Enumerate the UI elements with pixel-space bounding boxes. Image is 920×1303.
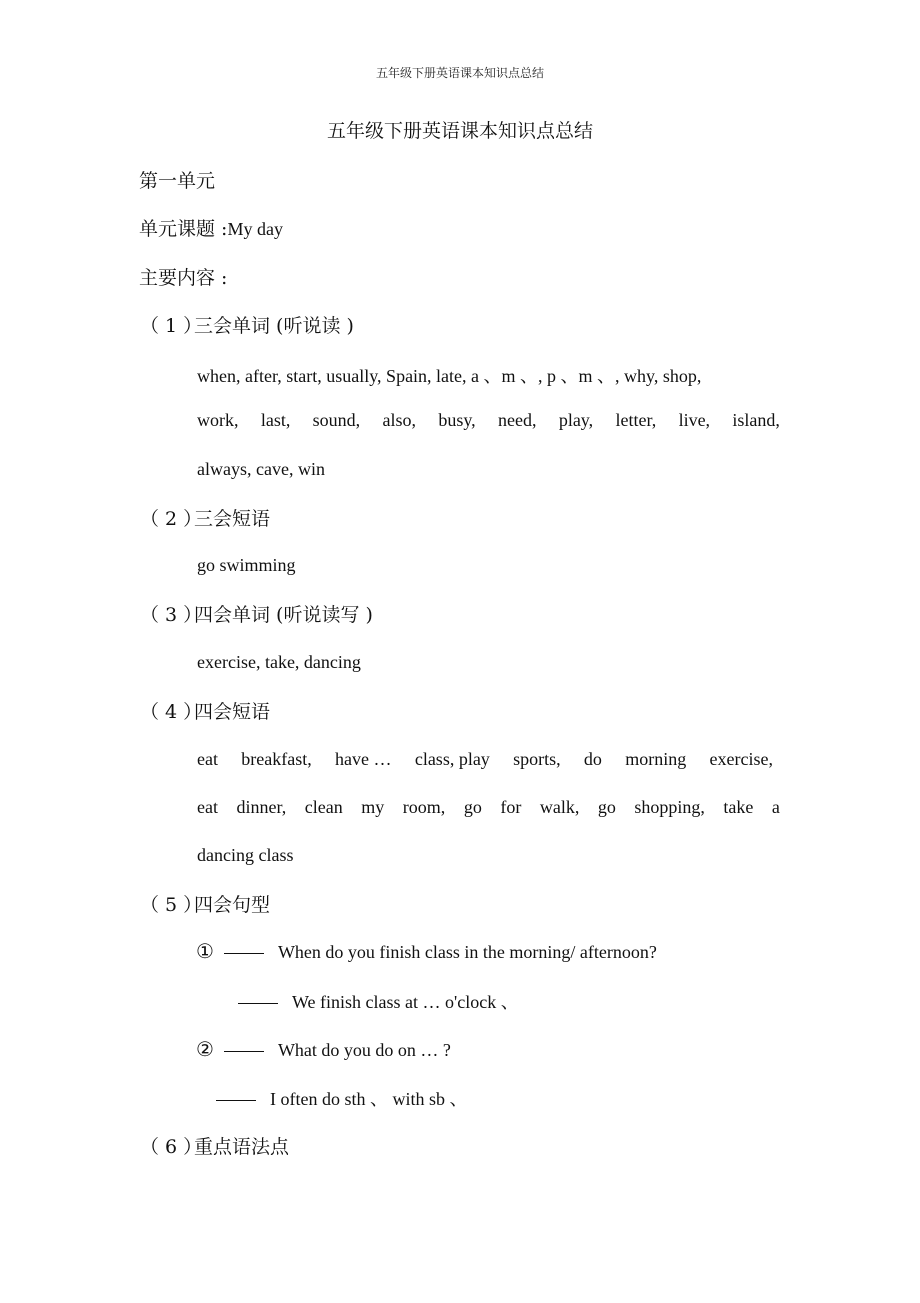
em-dash: [224, 953, 264, 954]
word: sound,: [312, 410, 361, 430]
phrase-word: go: [463, 797, 482, 817]
sentence-2-question: [196, 1037, 451, 1061]
word: last,: [260, 410, 291, 430]
phrase-word: sports,: [513, 749, 561, 769]
sentence-1-question: [196, 939, 657, 963]
phrase-word: dinner,: [236, 797, 287, 817]
word: busy,: [438, 410, 476, 430]
section-title: 三会单词 (听说读 ): [194, 315, 354, 337]
section-number: （ 5 ）: [140, 894, 203, 916]
phrase-word: do: [583, 749, 602, 769]
phrases-3: go swimming: [197, 555, 296, 575]
phrases-4-line-2: [197, 797, 780, 818]
section-title: 四会单词 (听说读写 ): [194, 604, 373, 626]
sentence-1-answer: [228, 988, 519, 1014]
word: letter,: [615, 410, 657, 430]
section-title: 三会短语: [194, 508, 271, 530]
phrase-word: room,: [402, 797, 446, 817]
phrase-word: class, play: [414, 749, 490, 769]
word: work,: [197, 410, 239, 430]
word: island,: [732, 410, 780, 430]
sentence-text: When do you finish class in the morning/ afternoon?: [277, 942, 657, 962]
page-title: 五年级下册英语课本知识点总结: [326, 120, 593, 142]
words-4: exercise, take, dancing: [197, 652, 361, 672]
phrase-word: shopping,: [634, 797, 705, 817]
phrase-word: a: [771, 797, 780, 817]
phrase-word: morning: [625, 749, 687, 769]
section-number: （ 2 ）: [140, 508, 203, 530]
sentence-2-answer: [206, 1085, 468, 1111]
sentence-text: What do you do on … ?: [277, 1040, 451, 1060]
phrases-4-line-3: dancing class: [197, 845, 294, 865]
section-number: （ 4 ）: [140, 701, 203, 723]
section-number: （ 1 ）: [140, 315, 203, 337]
main-content-label: 主要内容 :: [139, 267, 228, 289]
em-dash: [216, 1100, 256, 1101]
topic-label: 单元课题 :: [139, 218, 228, 240]
words-3-line-2: [197, 410, 780, 431]
section-title: 四会句型: [194, 894, 271, 916]
phrase-word: my: [361, 797, 385, 817]
word: need,: [498, 410, 537, 430]
circled-number: ②: [196, 1037, 214, 1061]
phrase-word: breakfast,: [241, 749, 312, 769]
page-header: 五年级下册英语课本知识点总结: [375, 66, 544, 80]
em-dash: [224, 1051, 264, 1052]
words-3-line-1: when, after, start, usually, Spain, late, a 、m 、, p 、m 、, why, shop,: [197, 366, 702, 386]
phrase-word: exercise,: [709, 749, 773, 769]
phrase-word: clean: [304, 797, 343, 817]
words-3-line-3: always, cave, win: [197, 459, 325, 479]
section-5-heading: [140, 890, 270, 917]
phrase-word: have …: [335, 749, 392, 769]
phrase-word: eat: [197, 749, 218, 769]
section-2-heading: [140, 504, 270, 531]
topic-value: My day: [227, 219, 283, 239]
section-4-heading: [140, 697, 270, 724]
section-3-heading: [140, 600, 373, 627]
section-title: 重点语法点: [194, 1136, 290, 1158]
word: live,: [678, 410, 711, 430]
word: play,: [558, 410, 594, 430]
sentence-text: I often do sth 、 with sb 、: [270, 1089, 468, 1109]
unit-topic: [139, 214, 283, 241]
phrase-word: eat: [197, 797, 218, 817]
section-1-heading: [140, 311, 354, 338]
phrase-word: for: [500, 797, 522, 817]
phrases-4-line-1: [197, 749, 773, 770]
circled-number: ①: [196, 939, 214, 963]
phrase-word: go: [597, 797, 616, 817]
sentence-text: We finish class at … o'clock 、: [292, 992, 519, 1012]
em-dash: [238, 1003, 278, 1004]
word: also,: [382, 410, 416, 430]
section-number: （ 6 ）: [140, 1136, 203, 1158]
section-6-heading: [140, 1132, 289, 1159]
unit-heading: 第一单元: [139, 170, 216, 192]
phrase-word: take: [723, 797, 754, 817]
section-title: 四会短语: [194, 701, 271, 723]
section-number: （ 3 ）: [140, 604, 203, 626]
phrase-word: walk,: [539, 797, 580, 817]
